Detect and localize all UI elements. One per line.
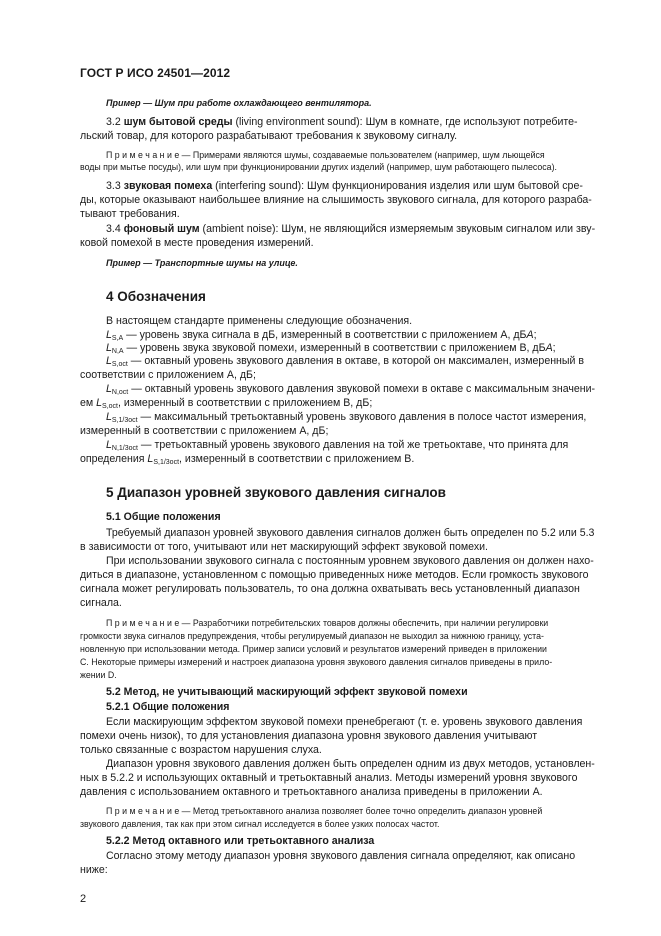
punct: ; — [552, 342, 556, 354]
note-text: — Разработчики потребительских товаров должны обеспечить, при наличии регулировки — [179, 618, 549, 628]
symbol-3-cont: соответствии с приложением А, дБ; — [80, 369, 256, 381]
symbol-subscript: S,A — [111, 335, 124, 342]
symbol-letter: L — [96, 397, 103, 409]
note-text: — Метод третьоктавного анализа позволяет более точно определить диапазон уровней — [179, 806, 543, 816]
symbol-5-cont: измеренный в соответствии с приложением А, дБ; — [80, 425, 329, 437]
subsection-5-2-2-heading: 5.2.2 Метод октавного или третьоктавного анализа — [106, 835, 375, 847]
symbol-letter: L — [106, 383, 112, 395]
symbol-subscript: N,1/3oct — [111, 445, 138, 452]
symbol-4 — [106, 383, 595, 396]
paragraph-cont: сигнала. — [80, 597, 122, 609]
paragraph: Требуемый диапазон уровней звукового давления сигналов должен быть определен по 5.2 или 5.3 — [106, 527, 595, 539]
term-3-4 — [106, 223, 595, 236]
unit: А — [545, 342, 553, 354]
term-3-3 — [106, 180, 583, 193]
paragraph-cont: ных в 5.2.2 и использующих октавный и третьоктавный анализ. Методы измерений уровня звукового — [80, 772, 578, 784]
symbol-description: , измеренный в соответствии с приложением В, дБ; — [117, 397, 373, 409]
paragraph: Если маскирующим эффектом звуковой помехи пренебрегают (т. е. уровень звукового давления — [106, 716, 583, 728]
unit: А — [526, 329, 534, 341]
term-name: звуковая помеха — [123, 180, 213, 192]
symbol-subscript: S,1/3oct — [153, 459, 180, 466]
punct: ; — [533, 329, 537, 341]
symbol-letter: L — [106, 439, 112, 451]
example-line: Пример — Транспортные шумы на улице. — [106, 258, 298, 268]
note-1-cont: воды при мытье посуды), или шум при функционировании других изделий (например, шум работающего пылесоса). — [80, 162, 557, 172]
note-label: П р и м е ч а н и е — [106, 618, 180, 628]
paragraph-cont: помехи очень низок), то для установления диапазона уровня звукового давления учитывают — [80, 730, 538, 742]
term-number: 3.3 — [106, 180, 121, 192]
section-5-heading: 5 Диапазон уровней звукового давления сигналов — [106, 485, 446, 500]
note-1 — [106, 150, 545, 161]
symbol-description: — октавный уровень звукового давления в октаве, в которой он максимален, измеренный в — [127, 355, 585, 367]
symbol-description: ем — [80, 397, 97, 409]
note-2-cont: новленную при использовании метода. Пример записи условий и результатов измерений приведен в приложении — [80, 644, 547, 654]
section-4-heading: 4 Обозначения — [106, 289, 206, 304]
term-3-2-cont: льский товар, для которого разрабатывают требования к звуковому сигналу. — [80, 130, 458, 142]
symbol-subscript: S,1/3oct — [111, 417, 138, 424]
term-number: 3.2 — [106, 116, 121, 128]
term-text: (interfering sound): Шум функционирования изделия или шум бытовой сре- — [212, 180, 583, 192]
symbol-letter: L — [106, 411, 112, 423]
standard-header: ГОСТ Р ИСО 24501—2012 — [80, 66, 231, 80]
page-number: 2 — [80, 893, 87, 905]
note-2-cont: С. Некоторые примеры измерений и настроек диапазона уровня звукового давления сигналов приведены в прило- — [80, 657, 553, 667]
term-number: 3.4 — [106, 223, 121, 235]
symbol-description: — уровень звука звуковой помехи, измеренный в соответствии с приложением В, дБ — [123, 342, 546, 354]
paragraph: При использовании звукового сигнала с постоянным уровнем звукового давления он должен нахо- — [106, 555, 594, 567]
term-name: фоновый шум — [123, 223, 200, 235]
paragraph-cont: диться в диапазоне, установленном с помощью приведенных ниже методов. Если громкость звукового — [80, 569, 589, 581]
paragraph-cont: давления с использованием октавного и третьоктавного анализа приведены в приложении А. — [80, 786, 543, 798]
paragraph-cont: сигнала может регулировать пользователь, то она должна охватывать весь установленный диапазон — [80, 583, 580, 595]
symbol-subscript: S,oct — [111, 361, 128, 368]
symbol-description: определения — [80, 453, 148, 465]
example-line: Пример — Шум при работе охлаждающего вентилятора. — [106, 98, 372, 108]
symbol-6-cont — [80, 453, 414, 466]
symbol-description: — максимальный третьоктавный уровень звукового давления в полосе частот измерения, — [137, 411, 587, 423]
term-3-2 — [106, 116, 578, 129]
note-3 — [106, 806, 542, 817]
symbols-intro: В настоящем стандарте применены следующие обозначения. — [106, 315, 413, 327]
symbol-6 — [106, 439, 568, 452]
symbol-letter: L — [106, 329, 112, 341]
symbol-description: — октавный уровень звукового давления звуковой помехи в октаве с максимальным значени- — [128, 383, 596, 395]
symbol-description: — третьоктавный уровень звукового давления на той же третьоктаве, что принята для — [137, 439, 569, 451]
paragraph: Диапазон уровня звукового давления должен быть определен одним из двух методов, установлен- — [106, 758, 595, 770]
symbol-1 — [106, 329, 537, 342]
note-2 — [106, 618, 548, 629]
subsection-5-2-heading: 5.2 Метод, не учитывающий маскирующий эффект звуковой помехи — [106, 686, 468, 698]
term-3-3-cont: ды, которые оказывают наибольшее влияние на слышимость звукового сигнала, для которого разраба- — [80, 194, 592, 206]
symbol-5 — [106, 411, 586, 424]
term-3-3-cont2: тывают требования. — [80, 208, 180, 220]
subsection-5-1-heading: 5.1 Общие положения — [106, 511, 221, 523]
term-text: (ambient noise): Шум, не являющийся измеряемым звуковым сигналом или зву- — [199, 223, 596, 235]
symbol-subscript: N,A — [111, 348, 124, 355]
symbol-letter: L — [106, 355, 112, 367]
paragraph: Согласно этому методу диапазон уровня звукового давления сигнала определяют, как описано — [106, 850, 576, 862]
note-label: П р и м е ч а н и е — [106, 806, 180, 816]
note-label: П р и м е ч а н и е — [106, 150, 180, 160]
symbol-letter: L — [147, 453, 154, 465]
symbol-letter: L — [106, 342, 112, 354]
symbol-2 — [106, 342, 556, 355]
paragraph-cont: только связанные с возрастом нарушения слуха. — [80, 744, 322, 756]
note-2-cont: жении D. — [80, 670, 117, 680]
symbol-description: , измеренный в соответствии с приложением В. — [179, 453, 415, 465]
term-3-4-cont: ковой помехой в месте проведения измерений. — [80, 237, 314, 249]
symbol-description: — уровень звука сигнала в дБ, измеренный в соответствии с приложением А, дБ — [123, 329, 527, 341]
symbol-3 — [106, 355, 584, 368]
note-2-cont: громкости звука сигналов предупреждения, чтобы регулируемый диапазон не выходил за нижнюю границу, уста- — [80, 631, 544, 641]
paragraph-cont: ниже: — [80, 864, 108, 876]
note-3-cont: звукового давления, так как при этом сигнал исследуется в более узких полосах частот. — [80, 819, 440, 829]
note-text: — Примерами являются шумы, создаваемые пользователем (например, шум льющейся — [179, 150, 545, 160]
symbol-subscript: S,oct — [102, 403, 118, 410]
term-name: шум бытовой среды — [123, 116, 233, 128]
symbol-subscript: N,oct — [111, 389, 129, 396]
subsection-5-2-1-heading: 5.2.1 Общие положения — [106, 701, 230, 713]
term-text: (living environment sound): Шум в комнате, где используют потребите- — [232, 116, 578, 128]
symbol-4-cont — [80, 397, 372, 410]
paragraph-cont: в зависимости от того, учитывают или нет маскирующий эффект звуковой помехи. — [80, 541, 489, 553]
